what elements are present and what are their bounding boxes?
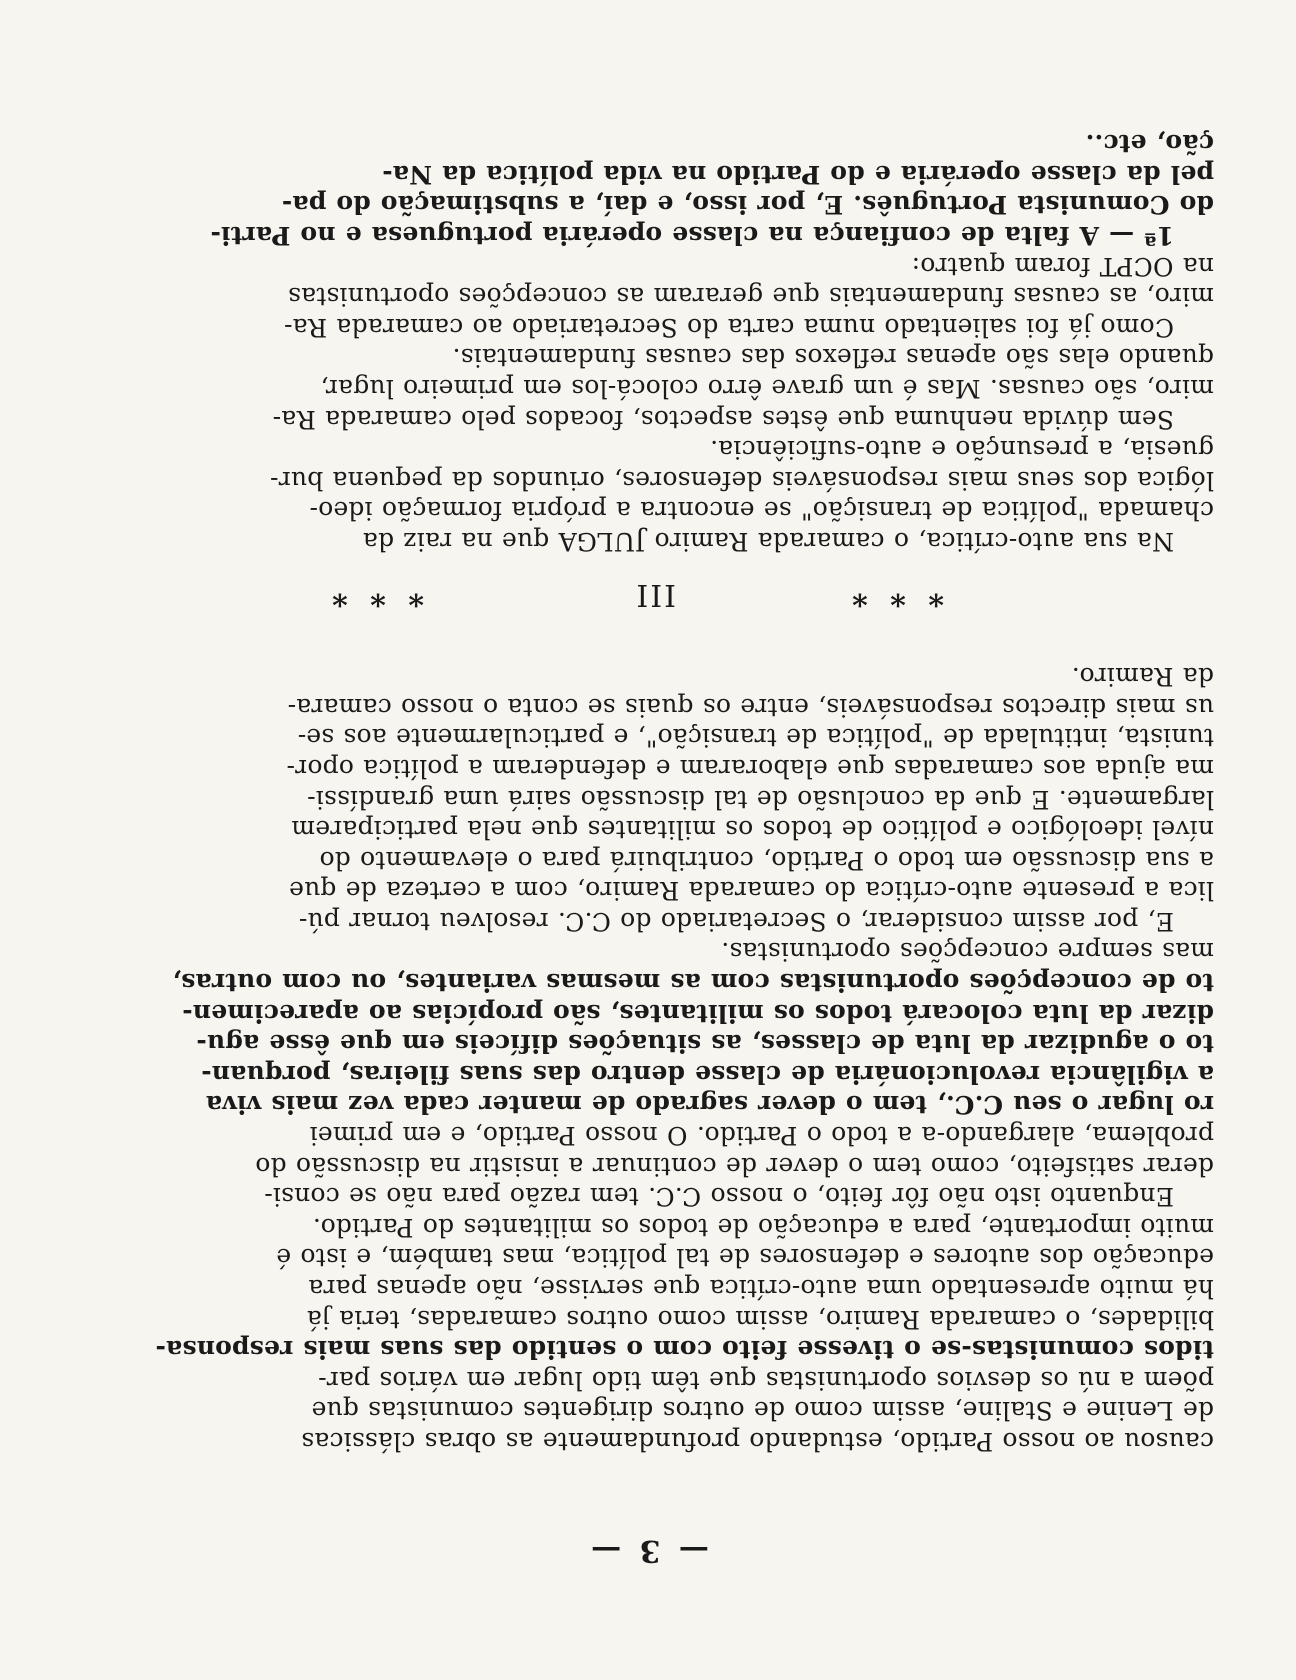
paragraph-block-upper (84, 661, 1214, 1456)
text-line: causou ao nosso Partido, estudando profundamente as obras clássicas (301, 1427, 1214, 1456)
text-line: de Lenine e Staline, assim como de outros dirigentes comunistas que (311, 1396, 1214, 1426)
text-line: a vigilância revolucionária de classe dentro das suas fileiras, porquan- (201, 1059, 1214, 1089)
text-line: mas sempre concepções oportunistas. (721, 937, 1214, 967)
text-line: to o agudizar da luta de classes, as situações difíceis em que êsse agu- (196, 1029, 1214, 1059)
text-line: há muito apresentado uma auto-crítica que servisse, não apenas para (308, 1274, 1214, 1304)
text-line: educação dos autores e defensores de tal política, mas também, e isto é (276, 1243, 1214, 1273)
section-numeral: III (634, 577, 676, 612)
text-line: derar satisfeito, como tem o dever de continuar a insistir na discussão do (255, 1151, 1214, 1181)
text-line: ção, etc.. (1085, 129, 1214, 159)
asterism-right: * * * (326, 577, 424, 612)
text-line: Enquanto isto não fôr feito, o nosso C.C. tem razão para não se consi- (264, 1182, 1174, 1212)
text-line: miro, são causas. Mas é um grave êrro colocá-los em primeiro lugar, (320, 374, 1214, 404)
text-line: lica a presente auto-crítica do camarada Ramiro, com a certeza de que (288, 876, 1214, 906)
text-line: bilidades, o camarada Ramiro, assim como outros camaradas, teria já (306, 1304, 1214, 1334)
text-line: dizar da luta colocará todos os militantes, são propícias ao aparecimen- (182, 998, 1214, 1028)
text-line: pel da classe operária e do Partido na vida política da Na- (382, 159, 1214, 189)
text-line: 1ª — A falta de confiança na classe operária portuguesa e no Parti- (210, 221, 1174, 251)
text-line: to de concepções oportunistas com as mesmas variantes, ou com outras, (172, 968, 1214, 998)
text-line: ma ajuda aos camaradas que elaboraram e defenderam a política opor- (286, 753, 1214, 783)
text-line: ro lugar o seu C.C., tem o dever sagrado de manter cada vez mais viva (205, 1090, 1214, 1120)
text-line: us mais directos responsáveis, entre os quais se conta o nosso camara- (287, 692, 1214, 722)
text-line: largamente. E que da conclusão de tal discussão sairá uma grandíssi- (307, 784, 1214, 814)
text-line: quando elas são apenas reflexos das causas fundamentais. (452, 343, 1214, 373)
text-line: tidos comunistas-se o tivesse feito com o sentido das suas mais responsa- (155, 1335, 1214, 1365)
asterism-left: * * * (846, 577, 944, 612)
text-line: problema, alargando-a a todo o Partido. O nosso Partido, e em primei (309, 1121, 1214, 1151)
text-line: miro, as causas fundamentais que geraram as concepções oportunistas (287, 282, 1214, 312)
text-line: chamada "política de transição" se encontra a própria formação ideo- (309, 496, 1214, 526)
text-line: guesia, a presunção e auto-suficiência. (709, 435, 1214, 465)
text-line: E, por assim considerar, o Secretariado do C.C. resolveu tornar pú- (298, 906, 1174, 936)
text-line: Como já foi salientado numa carta do Secretariado ao camarada Ra- (283, 312, 1174, 342)
section-heading (0, 572, 1296, 612)
text-line: põem a nú os desvios oportunistas que têm tido lugar em vários par- (317, 1365, 1214, 1395)
text-line: muito importante, para a educação de todos os militantes do Partido. (312, 1212, 1214, 1242)
text-line: Na sua auto-crítica, o camarada Ramiro JULGA que na raiz da (362, 527, 1174, 556)
text-line: Sem dúvida nenhuma que êstes aspectos, focados pelo camarada Ra- (272, 404, 1174, 434)
text-line: nível ideológico e político de todos os militantes que nela participarem (291, 815, 1214, 845)
text-line: da Ramiro. (1071, 662, 1214, 692)
text-line: lógica dos seus mais responsáveis defensores, oriundos da pequena bur- (269, 465, 1214, 495)
page-number: — 3 — (587, 1533, 709, 1568)
text-line: do Comunista Português. E, por isso, e daí, a substimação do pa- (281, 190, 1214, 220)
text-line: a sua discussão em todo o Partido, contribuirá para o elevamento do (319, 845, 1214, 875)
paragraph-block-lower (84, 128, 1214, 556)
text-line: na OCPT foram quatro: (911, 251, 1214, 281)
text-line: tunista, intitulada de "política de transição", e particularmente aos se- (297, 723, 1214, 753)
